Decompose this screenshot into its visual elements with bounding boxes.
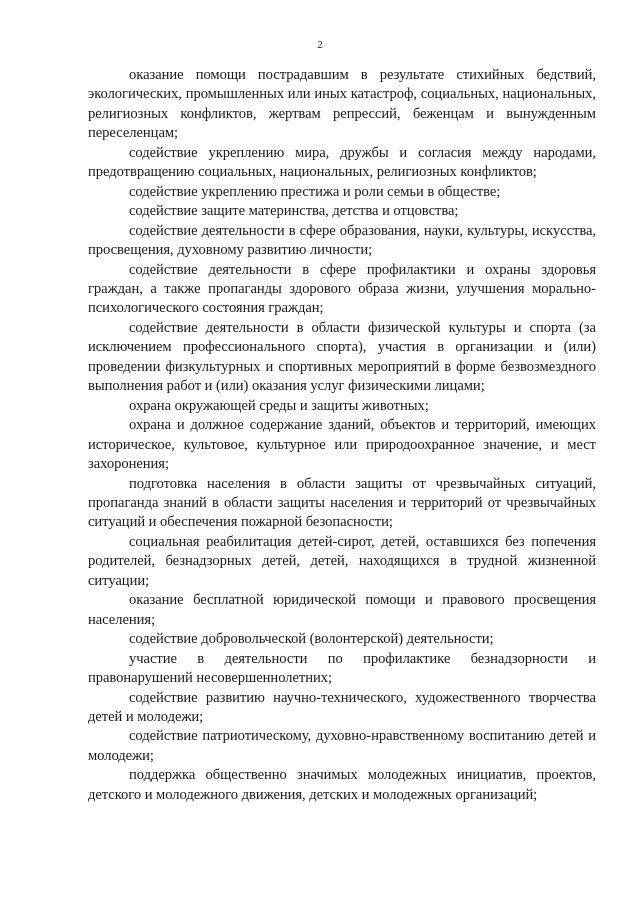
paragraph: содействие укреплению мира, дружбы и согласия между народами, предотвращению социальных, национальных, религиозных конфликтов; [88,144,596,181]
paragraph: оказание помощи пострадавшим в результате стихийных бедствий, экологических, промышленных или иных катастроф, социальных, национальных, религиозных конфликтов, жертвам репрессий, беженцам и вынужденным переселенцам; [88,67,596,142]
paragraph: содействие защите материнства, детства и отцовства; [129,203,459,220]
document-body [88,66,596,805]
paragraph: социальная реабилитация детей-сирот, детей, оставшихся без попечения родителей, безнадзорных детей, детей, находящихся в трудной жизненной ситуации; [88,533,596,589]
paragraph: подготовка населения в области защиты от чрезвычайных ситуаций, пропаганда знаний в области защиты населения и территорий от чрезвычайных ситуаций и обеспечения пожарной безопасности; [88,475,596,531]
paragraph: поддержка общественно значимых молодежных инициатив, проектов, детского и молодежного движения, детских и молодежных организаций; [88,767,596,803]
paragraph: содействие деятельности в области физической культуры и спорта (за исключением профессионального спорта), участия в организации и (или) проведении физкультурных и спортивных мероприятий в форме безвозмездного выполнения работ и (или) оказания услуг физическими лицами; [88,319,596,395]
paragraph: содействие развитию научно-технического, художественного творчества детей и молодежи; [88,689,596,725]
paragraph: содействие добровольческой (волонтерской) деятельности; [129,631,494,648]
paragraph: содействие патриотическому, духовно-нравственному воспитанию детей и молодежи; [88,728,596,764]
paragraph: участие в деятельности по профилактике безнадзорности и правонарушений несовершеннолетних; [88,650,596,687]
page-number: 2 [317,39,323,51]
paragraph: оказание бесплатной юридической помощи и правового просвещения населения; [88,592,596,628]
paragraph: содействие укреплению престижа и роли семьи в обществе; [129,183,501,200]
paragraph: охрана и должное содержание зданий, объектов и территорий, имеющих историческое, культовое, культурное или природоохранное значение, и мест захоронения; [88,417,596,473]
paragraph: содействие деятельности в сфере образования, науки, культуры, искусства, просвещения, духовному развитию личности; [88,222,596,259]
paragraph: содействие деятельности в сфере профилактики и охраны здоровья граждан, а также пропаганды здорового образа жизни, улучшения морально-психологического состояния граждан; [88,261,596,317]
paragraph: охрана окружающей среды и защиты животных; [129,397,429,414]
